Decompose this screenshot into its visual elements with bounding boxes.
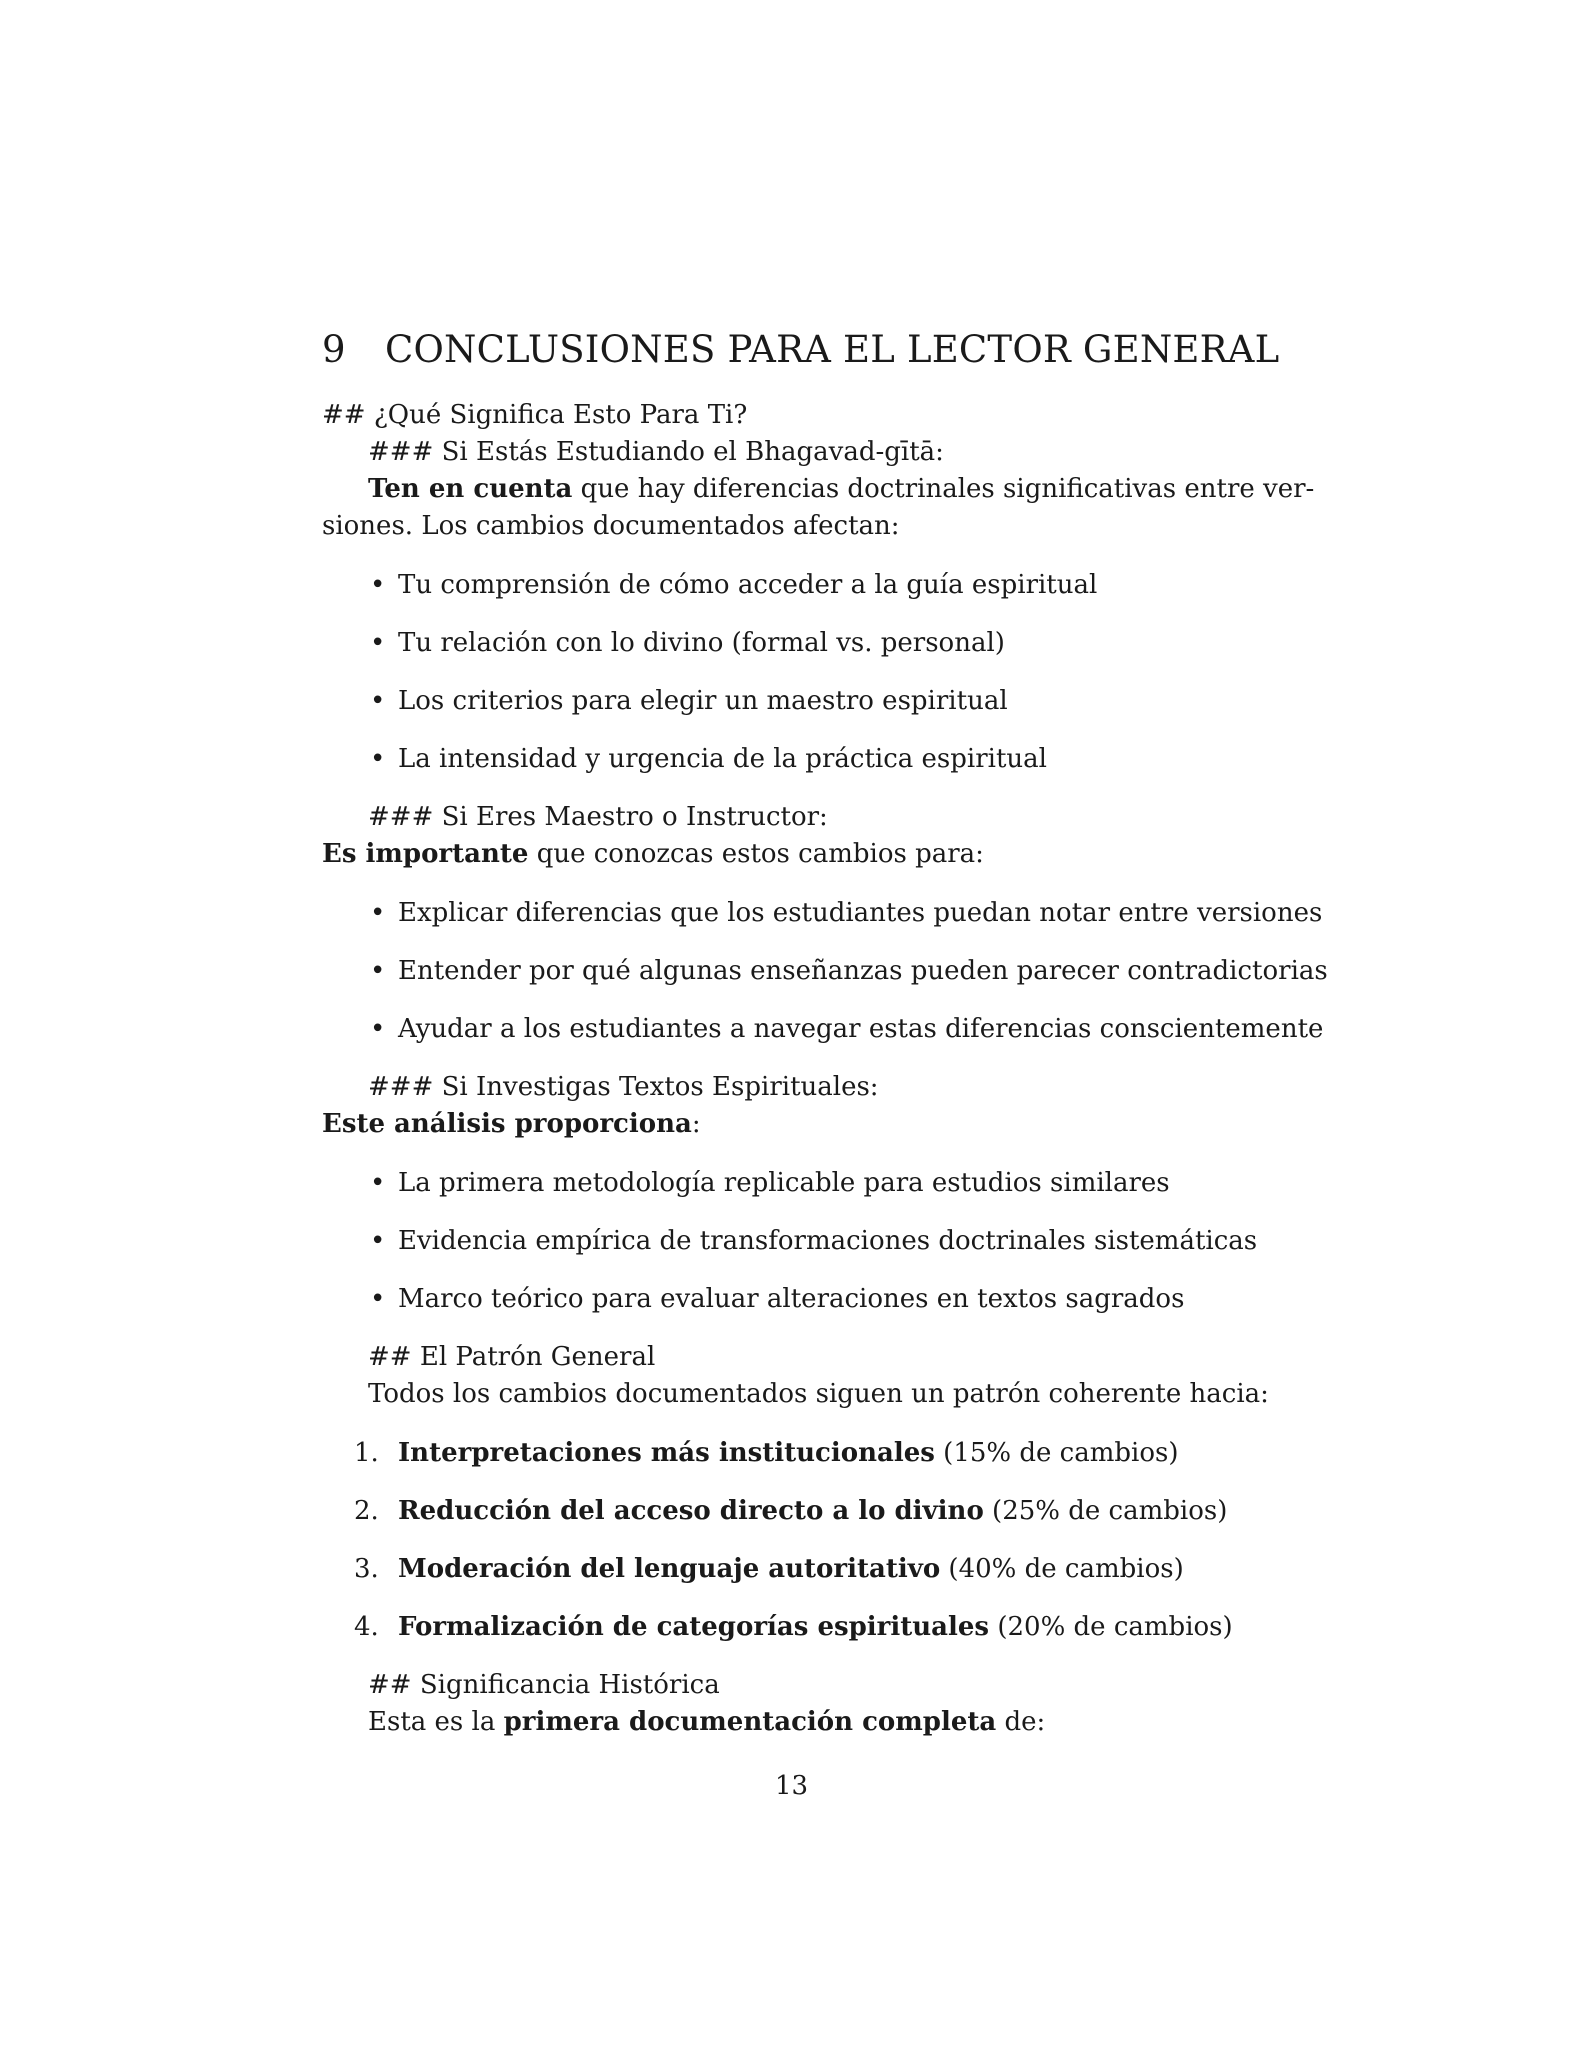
list-item-bold: Reducción del acceso directo a lo divino xyxy=(398,1496,984,1526)
bullet-icon: • xyxy=(370,1226,386,1256)
list-number: 1. xyxy=(354,1438,379,1468)
list-item xyxy=(354,1493,1262,1530)
bullet-icon: • xyxy=(370,956,386,986)
bullet-icon: • xyxy=(370,686,386,716)
list-item-text: Entender por qué algunas enseñanzas pueden parecer contradictorias xyxy=(398,956,1328,986)
bullet-icon: • xyxy=(370,1014,386,1044)
list-item-text: (25% de cambios) xyxy=(983,1496,1228,1526)
heading-patron: ## El Patrón General xyxy=(368,1342,656,1372)
list-item xyxy=(368,1281,1262,1318)
heading-estudiando: ### Si Estás Estudiando el Bhagavad-gītā: xyxy=(368,437,944,467)
list-item-text: (40% de cambios) xyxy=(940,1554,1184,1584)
heading-que-significa: ## ¿Qué Significa Esto Para Ti? xyxy=(322,400,748,430)
paragraph-este-analisis xyxy=(322,1106,1262,1143)
numbered-list-patron xyxy=(322,1435,1262,1646)
list-item xyxy=(368,895,1323,932)
list-item-text: Tu relación con lo divino (formal vs. personal) xyxy=(398,628,1005,658)
section-heading xyxy=(322,328,1279,371)
list-item-text: Explicar diferencias que los estudiantes puedan notar entre versiones xyxy=(398,898,1323,928)
list-item-bold: Interpretaciones más institucionales xyxy=(398,1438,935,1468)
paragraph-text: que conozcas estos cambios para: xyxy=(528,839,984,869)
bullet-icon: • xyxy=(370,1168,386,1198)
heading-maestro: ### Si Eres Maestro o Instructor: xyxy=(368,802,828,832)
list-item-text: (20% de cambios) xyxy=(989,1612,1233,1642)
list-item-text: Los criterios para elegir un maestro espiritual xyxy=(398,686,1008,716)
bullet-icon: • xyxy=(370,570,386,600)
bullet-list-maestro xyxy=(322,895,1328,1048)
list-item-text: La primera metodología replicable para estudios similares xyxy=(398,1168,1170,1198)
list-item xyxy=(354,1435,1262,1472)
paragraph-text: Esta es la xyxy=(368,1707,504,1737)
list-item xyxy=(368,683,1262,720)
heading-investigas: ### Si Investigas Textos Espirituales: xyxy=(368,1072,879,1102)
bullet-icon: • xyxy=(370,628,386,658)
bold-es-importante: Es importante xyxy=(322,839,529,869)
list-number: 3. xyxy=(354,1554,379,1584)
paragraph-text-line2: siones. Los cambios documentados afectan: xyxy=(322,511,900,541)
list-item xyxy=(368,1165,1262,1202)
bullet-icon: • xyxy=(370,1284,386,1314)
bullet-list-estudiando xyxy=(322,567,1262,778)
list-item-bold: Moderación del lenguaje autoritativo xyxy=(398,1554,941,1584)
list-item xyxy=(368,1011,1324,1048)
bold-primera-documentacion: primera documentación completa xyxy=(503,1707,997,1737)
list-item xyxy=(354,1551,1262,1588)
paragraph-text: : xyxy=(691,1109,701,1139)
bullet-list-investigas xyxy=(322,1165,1262,1318)
section-number: 9 xyxy=(322,328,346,371)
paragraph-text: que hay diferencias doctrinales significativas entre ver- xyxy=(572,474,1315,504)
list-item-text: Evidencia empírica de transformaciones doctrinales sistemáticas xyxy=(398,1226,1258,1256)
list-item-text: Tu comprensión de cómo acceder a la guía espiritual xyxy=(398,570,1098,600)
list-item-text: La intensidad y urgencia de la práctica espiritual xyxy=(398,744,1047,774)
bold-este-analisis: Este análisis proporciona xyxy=(322,1109,692,1139)
paragraph-ten-en-cuenta xyxy=(322,471,1315,545)
paragraph-esta-es-la xyxy=(322,1704,1262,1741)
paragraph-todos-los-cambios: Todos los cambios documentados siguen un patrón coherente hacia: xyxy=(368,1379,1269,1409)
list-item xyxy=(368,625,1262,662)
list-item-text: Marco teórico para evaluar alteraciones en textos sagrados xyxy=(398,1284,1185,1314)
list-number: 4. xyxy=(354,1612,379,1642)
list-item xyxy=(354,1609,1262,1646)
bold-ten-en-cuenta: Ten en cuenta xyxy=(368,474,573,504)
document-body xyxy=(322,397,1328,1741)
list-item-text: Ayudar a los estudiantes a navegar estas diferencias conscientemente xyxy=(398,1014,1324,1044)
bullet-icon: • xyxy=(370,744,386,774)
list-number: 2. xyxy=(354,1496,379,1526)
paragraph-text-end: de: xyxy=(996,1707,1046,1737)
heading-historica: ## Significancia Histórica xyxy=(368,1670,720,1700)
list-item xyxy=(368,567,1262,604)
section-title-text: CONCLUSIONES PARA EL LECTOR GENERAL xyxy=(385,328,1280,371)
list-item xyxy=(368,1223,1262,1260)
list-item-text: (15% de cambios) xyxy=(934,1438,1179,1468)
bullet-icon: • xyxy=(370,898,386,928)
page-number: 13 xyxy=(774,1771,809,1801)
paragraph-es-importante xyxy=(322,836,1262,873)
list-item xyxy=(368,741,1262,778)
list-item xyxy=(368,953,1328,990)
list-item-bold: Formalización de categorías espirituales xyxy=(398,1612,990,1642)
